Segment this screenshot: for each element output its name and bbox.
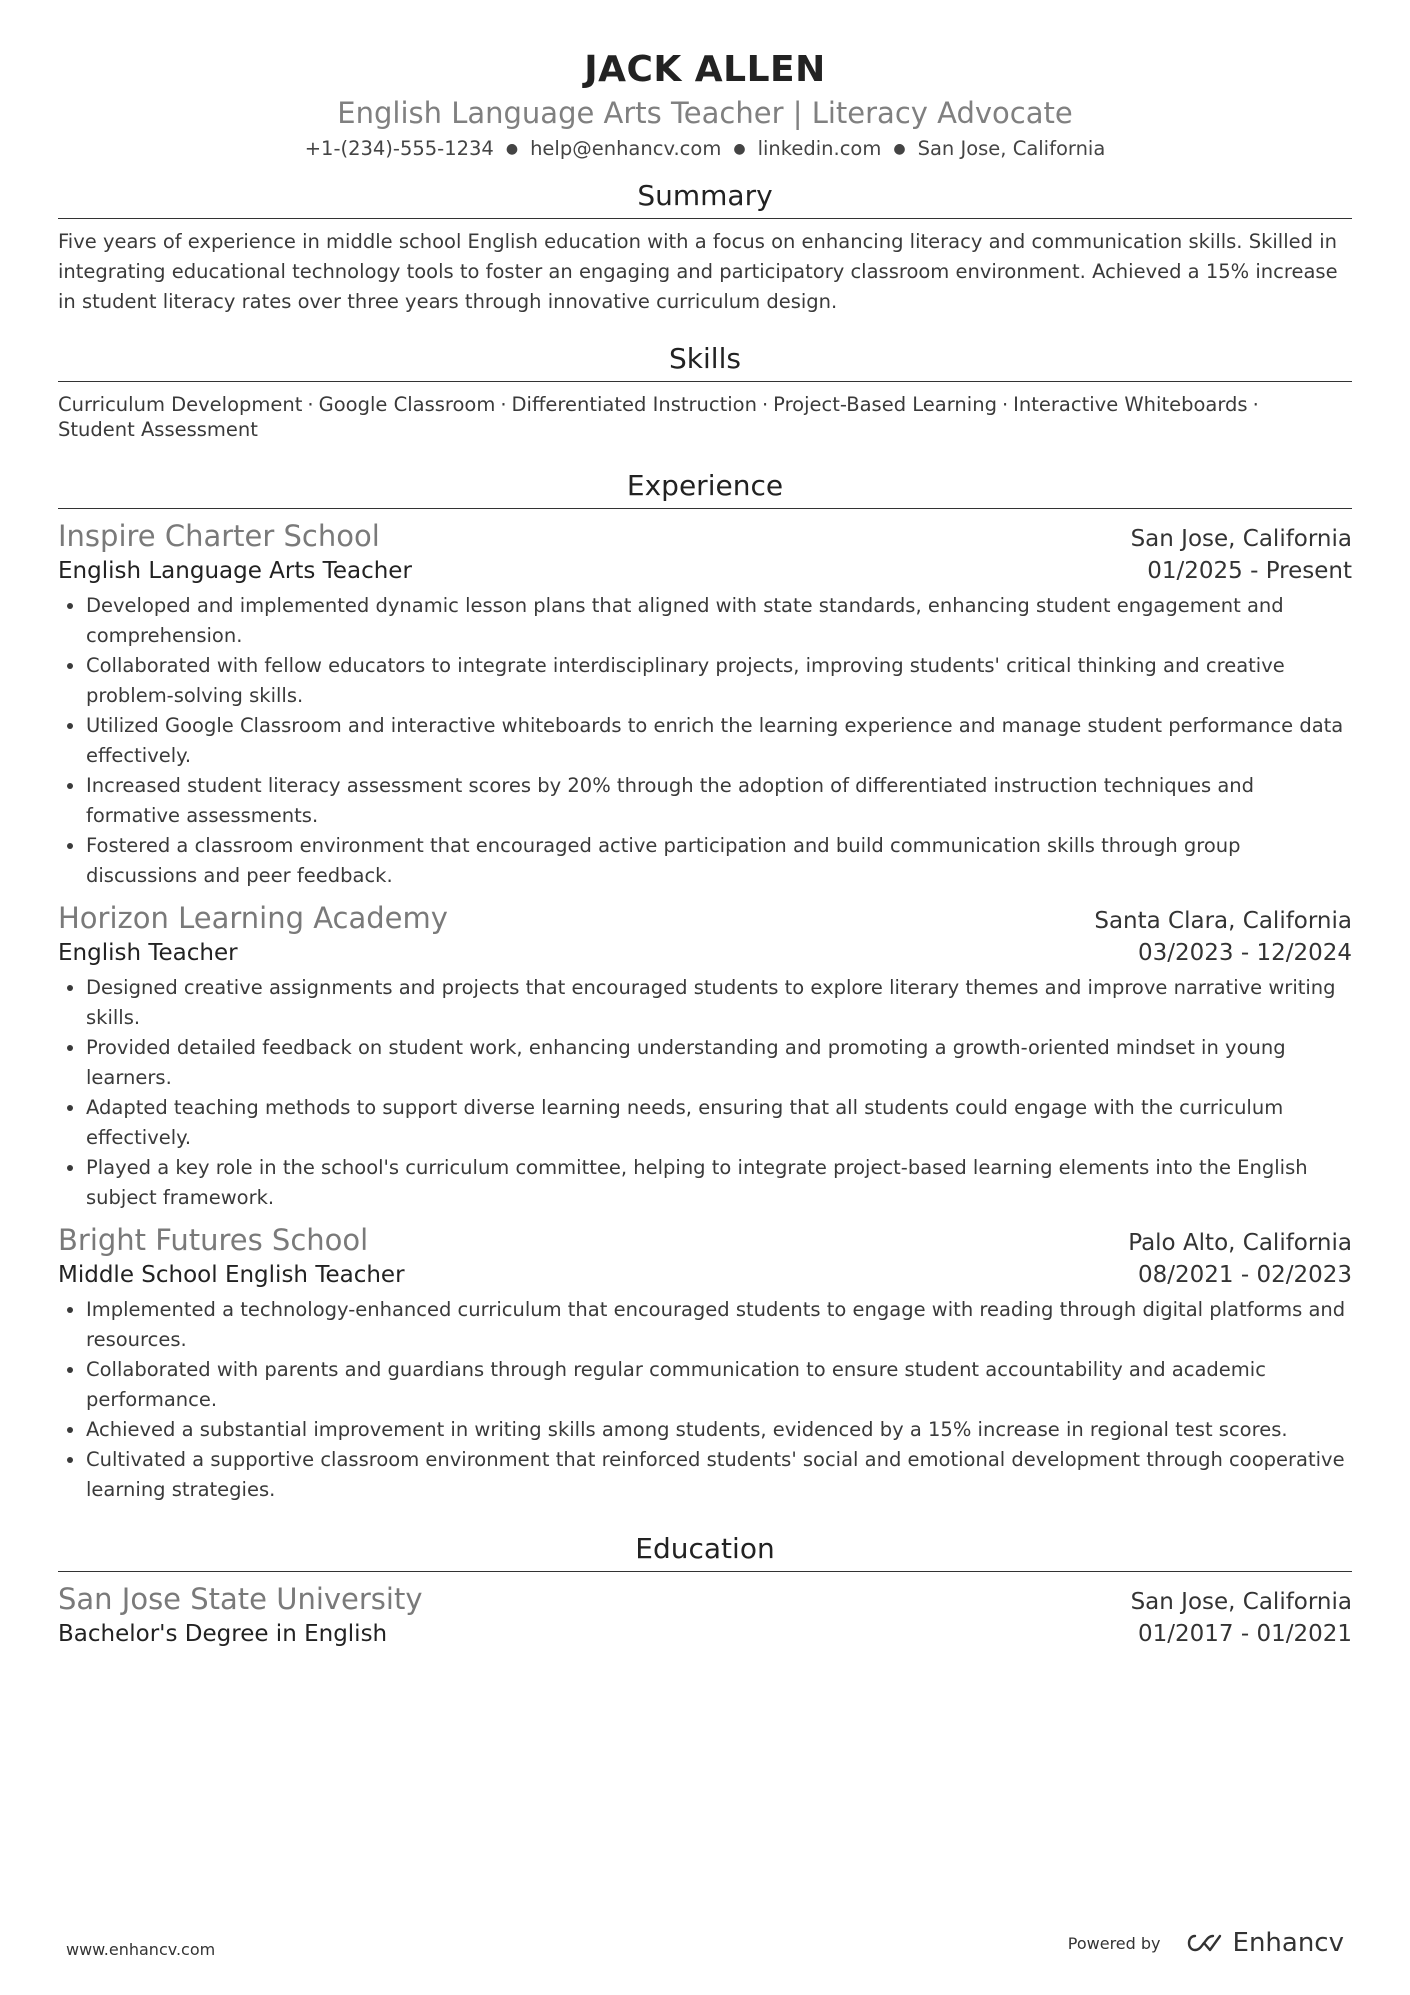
job-bullets: [58, 591, 1352, 891]
job-bullets: [58, 973, 1352, 1213]
bullet-item: • Increased student literacy assessment scores by 20% through the adoption of differentiated instruction techniques and formative assessments.: [86, 771, 1352, 831]
section-title-experience: Experience: [58, 468, 1352, 509]
enhancv-logo[interactable]: [1183, 1928, 1344, 1958]
skill-item: Project-Based Learning: [773, 393, 997, 416]
summary-section: [58, 178, 1352, 317]
company-name: Inspire Charter School: [58, 519, 380, 553]
skill-item: Differentiated Instruction: [511, 393, 757, 416]
resume-page: [58, 0, 1352, 1650]
candidate-name: JACK ALLEN: [584, 49, 826, 90]
powered-by-label: Powered by: [1067, 1933, 1161, 1953]
job-title: English Language Arts Teacher: [58, 558, 412, 584]
skill-item: Google Classroom: [318, 393, 496, 416]
linkedin-link[interactable]: linkedin.com: [757, 137, 882, 160]
job-dates: 08/2021 - 02/2023: [1137, 1262, 1352, 1288]
contact-line: [58, 136, 1352, 164]
skill-item: Student Assessment: [58, 418, 258, 441]
experience-entry: [58, 517, 1352, 891]
section-title-summary: Summary: [58, 178, 1352, 219]
job-title: English Teacher: [58, 940, 238, 966]
email-link[interactable]: help@enhancv.com: [530, 137, 722, 160]
education-section: [58, 1531, 1352, 1650]
bullet-item: • Designed creative assignments and projects that encouraged students to explore literary themes and improve narrative writing skills.: [86, 973, 1352, 1033]
bullet-item: • Adapted teaching methods to support diverse learning needs, ensuring that all students could engage with the curriculum effectively.: [86, 1093, 1352, 1153]
bullet-item: • Achieved a substantial improvement in writing skills among students, evidenced by a 15% increase in regional test scores.: [86, 1415, 1352, 1445]
skill-item: Interactive Whiteboards: [1013, 393, 1248, 416]
bullet-item: • Played a key role in the school's curriculum committee, helping to integrate project-based learning elements into the English subject framework.: [86, 1153, 1352, 1213]
school-location: San Jose, California: [1130, 1589, 1352, 1615]
skills-list: Curriculum Development · Google Classroom · Differentiated Instruction · Project-Based Learning · Interactive Whiteboards · Student Assessment: [58, 393, 1259, 441]
footer-branding: [1068, 1928, 1344, 1958]
job-location: Santa Clara, California: [1094, 908, 1352, 934]
separator-dot: ●: [505, 141, 519, 157]
brand-name: Enhancv: [1232, 1928, 1344, 1958]
footer-website-link[interactable]: www.enhancv.com: [66, 1940, 216, 1959]
school-name: San Jose State University: [58, 1582, 423, 1616]
section-title-skills: Skills: [58, 341, 1352, 382]
bullet-item: • Developed and implemented dynamic lesson plans that aligned with state standards, enhancing student engagement and comprehension.: [86, 591, 1352, 651]
bullet-item: • Collaborated with fellow educators to integrate interdisciplinary projects, improving students' critical thinking and creative problem-solving skills.: [86, 651, 1352, 711]
job-location: San Jose, California: [1130, 526, 1352, 552]
experience-entry: [58, 899, 1352, 1213]
bullet-item: • Implemented a technology-enhanced curriculum that encouraged students to engage with reading through digital platforms and resources.: [86, 1295, 1352, 1355]
enhancv-logo-icon: [1183, 1932, 1225, 1954]
education-dates: 01/2017 - 01/2021: [1137, 1621, 1352, 1647]
bullet-item: • Fostered a classroom environment that encouraged active participation and build communication skills through group discussions and peer feedback.: [86, 831, 1352, 891]
resume-header: [58, 0, 1352, 164]
job-bullets: [58, 1295, 1352, 1505]
separator-dot: ●: [733, 141, 746, 157]
company-name: Bright Futures School: [58, 1223, 369, 1257]
experience-section: [58, 468, 1352, 1505]
job-dates: 03/2023 - 12/2024: [1137, 940, 1352, 966]
education-entry: [58, 1580, 1352, 1650]
skills-section: [58, 341, 1352, 442]
experience-entry: [58, 1221, 1352, 1505]
job-dates: 01/2025 - Present: [1147, 558, 1352, 584]
degree: Bachelor's Degree in English: [58, 1621, 388, 1647]
skill-item: Curriculum Development: [58, 393, 303, 416]
bullet-item: • Collaborated with parents and guardians through regular communication to ensure student accountability and academic performance.: [86, 1355, 1352, 1415]
location: San Jose, California: [917, 137, 1106, 160]
separator-dot: ●: [893, 141, 906, 157]
bullet-item: • Provided detailed feedback on student work, enhancing understanding and promoting a growth-oriented mindset in young learners.: [86, 1033, 1352, 1093]
bullet-item: • Utilized Google Classroom and interactive whiteboards to enrich the learning experience and manage student performance data effectively.: [86, 711, 1352, 771]
candidate-headline: English Language Arts Teacher | Literacy Advocate: [337, 96, 1073, 130]
bullet-item: • Cultivated a supportive classroom environment that reinforced students' social and emotional development through cooperative learning strategies.: [86, 1445, 1352, 1505]
company-name: Horizon Learning Academy: [58, 901, 448, 935]
job-title: Middle School English Teacher: [58, 1262, 405, 1288]
summary-text: Five years of experience in middle school English education with a focus on enhancing literacy and communication skills. Skilled in integrating educational technology tools to foster an engaging and participatory classroom environment. Achieved a 15% increase in student literacy rates over three years through innovative curriculum design.: [58, 230, 1338, 313]
phone: +1-(234)-555-1234: [304, 137, 494, 160]
section-title-education: Education: [58, 1531, 1352, 1572]
job-location: Palo Alto, California: [1128, 1230, 1352, 1256]
